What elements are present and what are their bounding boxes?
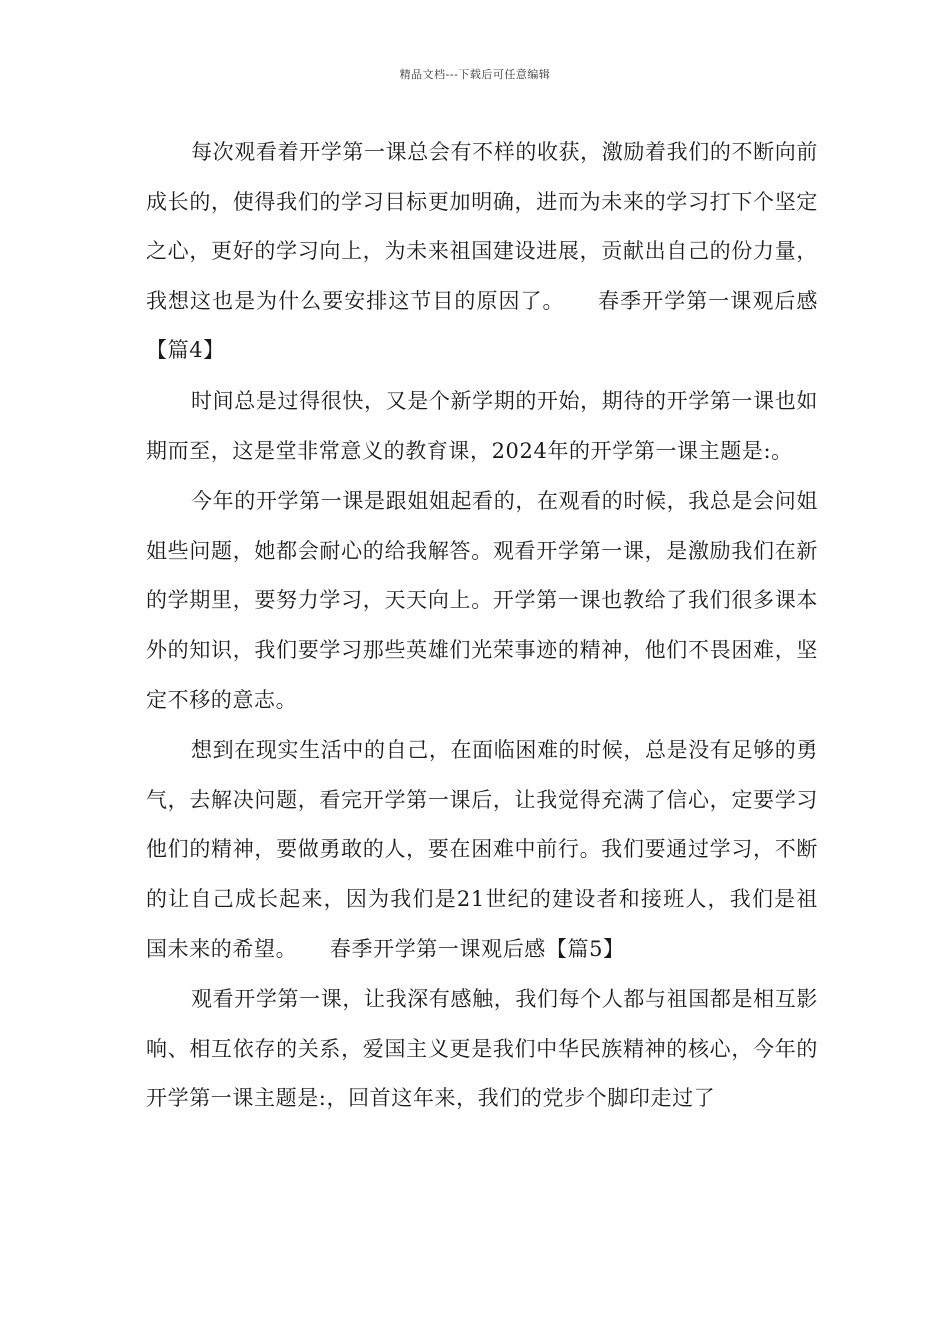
- paragraph-5: 观看开学第一课，让我深有感触，我们每个人都与祖国都是相互影响、相互依存的关系，爱国主义更是我们中华民族精神的核心，今年的开学第一课主题是:，回首这年来，我们的党步个脚印走过了: [146, 987, 818, 1111]
- page-header: 精品文档---下载后可任意编辑: [399, 68, 551, 81]
- paragraph-4: 想到在现实生活中的自己，在面临困难的时候，总是没有足够的勇气，去解决问题，看完开学第一课后，让我觉得充满了信心，定要学习他们的精神，要做勇敢的人，要在困难中前行。我们要通过学习，不断的让自己成长起来，因为我们是21世纪的建设者和接班人，我们是祖国未来的希望。 春季开学第一课观后感【篇5】: [146, 738, 818, 961]
- paragraph-1: 每次观看着开学第一课总会有不样的收获，激励着我们的不断向前成长的，使得我们的学习目标更加明确，进而为未来的学习打下个坚定之心，更好的学习向上，为未来祖国建设进展，贡献出自己的份力量，我想这也是为什么要安排这节目的原因了。 春季开学第一课观后感【篇4】: [146, 140, 818, 363]
- document-body: [146, 128, 818, 1125]
- paragraph-2: 时间总是过得很快，又是个新学期的开始，期待的开学第一课也如期而至，这是堂非常意义的教育课，2024年的开学第一课主题是:。: [146, 388, 818, 463]
- paragraph-3: 今年的开学第一课是跟姐姐起看的，在观看的时候，我总是会问姐姐些问题，她都会耐心的给我解答。观看开学第一课，是激励我们在新的学期里，要努力学习，天天向上。开学第一课也教给了我们很多课本外的知识，我们要学习那些英雄们光荣事迹的精神，他们不畏困难，坚定不移的意志。: [146, 489, 818, 712]
